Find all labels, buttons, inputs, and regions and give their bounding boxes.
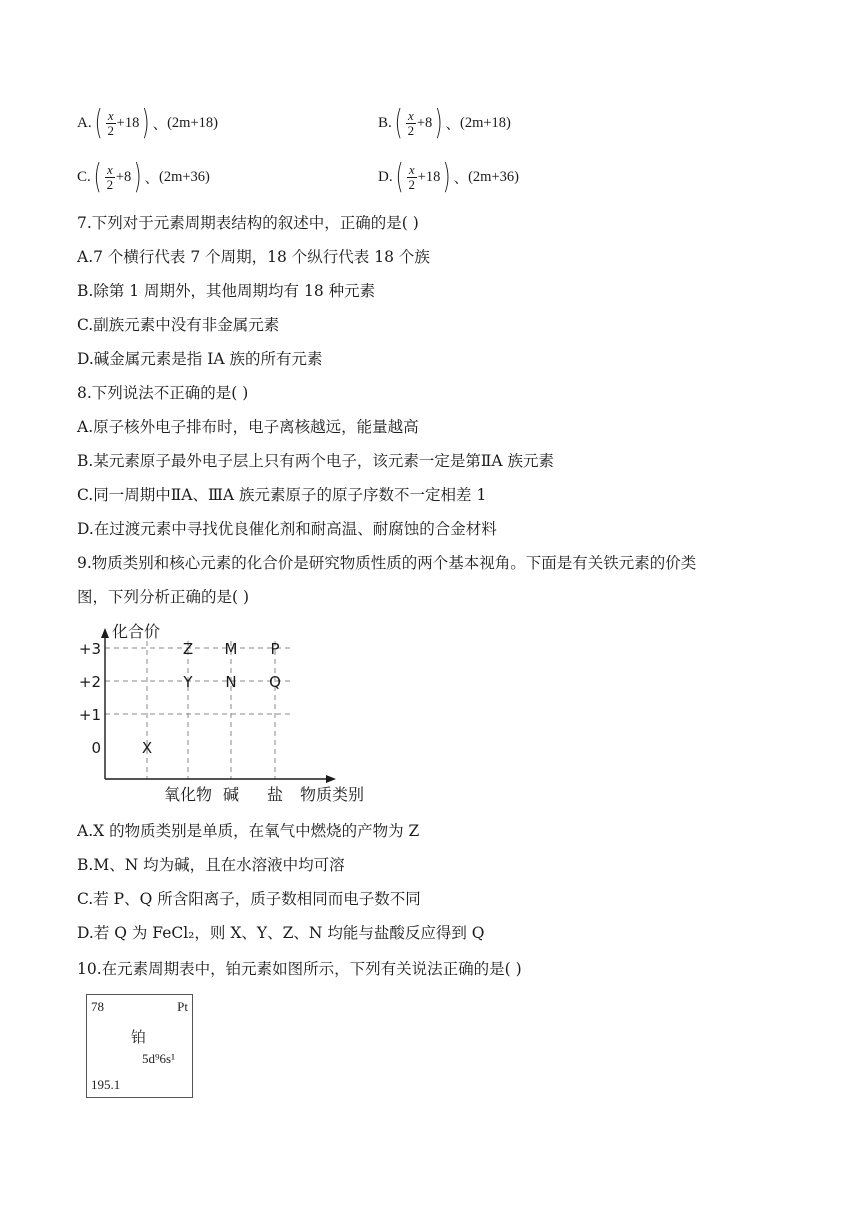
q8-option-a: A.原子核外电子排布时，电子离核越远，能量越高: [77, 418, 419, 436]
q7-stem: 7.下列对于元素周期表结构的叙述中，正确的是( ): [77, 214, 419, 232]
point-z: Z: [182, 640, 194, 658]
x-tick-label: 盐: [266, 785, 284, 804]
point-q: Q: [269, 673, 281, 691]
fraction: $\frac{x}{2}$: [408, 161, 415, 192]
x-axis-label: 物质类别: [300, 785, 365, 804]
platinum-element-card: [86, 994, 193, 1098]
point-x: X: [141, 739, 153, 757]
q6-option-a: A. ( $\frac{x}{2}$ +18 ) 、 (2m+18): [77, 103, 218, 143]
q8-option-d: D.在过渡元素中寻找优良催化剂和耐高温、耐腐蚀的合金材料: [77, 520, 497, 538]
q7-option-a: A.7 个横行代表 7 个周期，18 个纵行代表 18 个族: [77, 248, 430, 266]
y-axis-arrow: [101, 628, 109, 638]
fraction: $\frac{x}{2}$: [106, 161, 114, 192]
q8-option-b: B.某元素原子最外电子层上只有两个电子，该元素一定是第ⅡA 族元素: [77, 452, 554, 470]
point-p: P: [270, 640, 280, 658]
chart-grid: [105, 641, 290, 779]
atomic-number: 78: [91, 999, 104, 1014]
point-m: M: [224, 640, 238, 658]
x-axis-arrow: [326, 775, 336, 783]
q7-option-b: B.除第 1 周期外，其他周期均有 18 种元素: [77, 282, 376, 300]
chart-points: [142, 640, 281, 757]
q6-option-b: B. ( $\frac{x}{2}$ +8 ) 、 (2m+18): [378, 103, 511, 143]
fraction: $\frac{x}{2}$: [107, 107, 114, 138]
q9-option-d: D.若 Q 为 FeCl₂，则 X、Y、Z、N 均能与盐酸反应得到 Q: [77, 924, 485, 942]
electron-configuration: 5d⁹6s¹: [142, 1051, 175, 1066]
q7-option-d: D.碱金属元素是指 IA 族的所有元素: [77, 350, 323, 368]
q9-option-a: A.X 的物质类别是单质，在氧气中燃烧的产物为 Z: [77, 822, 420, 840]
y-tick-label: 0: [91, 739, 101, 757]
q7-option-c: C.副族元素中没有非金属元素: [77, 316, 280, 334]
y-tick-label: +2: [78, 673, 101, 691]
q8-stem: 8.下列说法不正确的是( ): [77, 384, 249, 402]
y-axis-label: 化合价: [112, 622, 161, 641]
q9-stem-line1: 9.物质类别和核心元素的化合价是研究物质性质的两个基本视角。下面是有关铁元素的价类: [77, 554, 697, 572]
point-y: Y: [183, 673, 193, 691]
q8-option-c: C.同一周期中ⅡA、ⅢA 族元素原子的原子序数不一定相差 1: [77, 486, 487, 504]
y-tick-label: +3: [78, 640, 101, 658]
x-tick-label: 氧化物: [163, 785, 213, 804]
element-symbol: Pt: [177, 999, 188, 1014]
q9-option-c: C.若 P、Q 所含阳离子，质子数相同而电子数不同: [77, 890, 421, 908]
fraction: $\frac{x}{2}$: [407, 107, 415, 138]
y-tick-label: +1: [78, 706, 101, 724]
chart-axes: [101, 628, 336, 783]
atomic-mass: 195.1: [91, 1077, 121, 1092]
element-name: 铂: [131, 1030, 147, 1046]
q6-option-d: D. ( $\frac{x}{2}$ +18 ) 、 (2m+36): [378, 157, 519, 197]
q9-option-b: B.M、N 均为碱，且在水溶液中均可溶: [77, 856, 345, 874]
q6-option-c: C. ( $\frac{x}{2}$ +8 ) 、 (2m+36): [77, 157, 210, 197]
point-n: N: [225, 673, 237, 691]
x-tick-label: 碱: [222, 785, 240, 804]
q10-stem: 10.在元素周期表中，铂元素如图所示，下列有关说法正确的是( ): [77, 960, 522, 978]
q9-stem-line2: 图，下列分析正确的是( ): [77, 588, 250, 606]
